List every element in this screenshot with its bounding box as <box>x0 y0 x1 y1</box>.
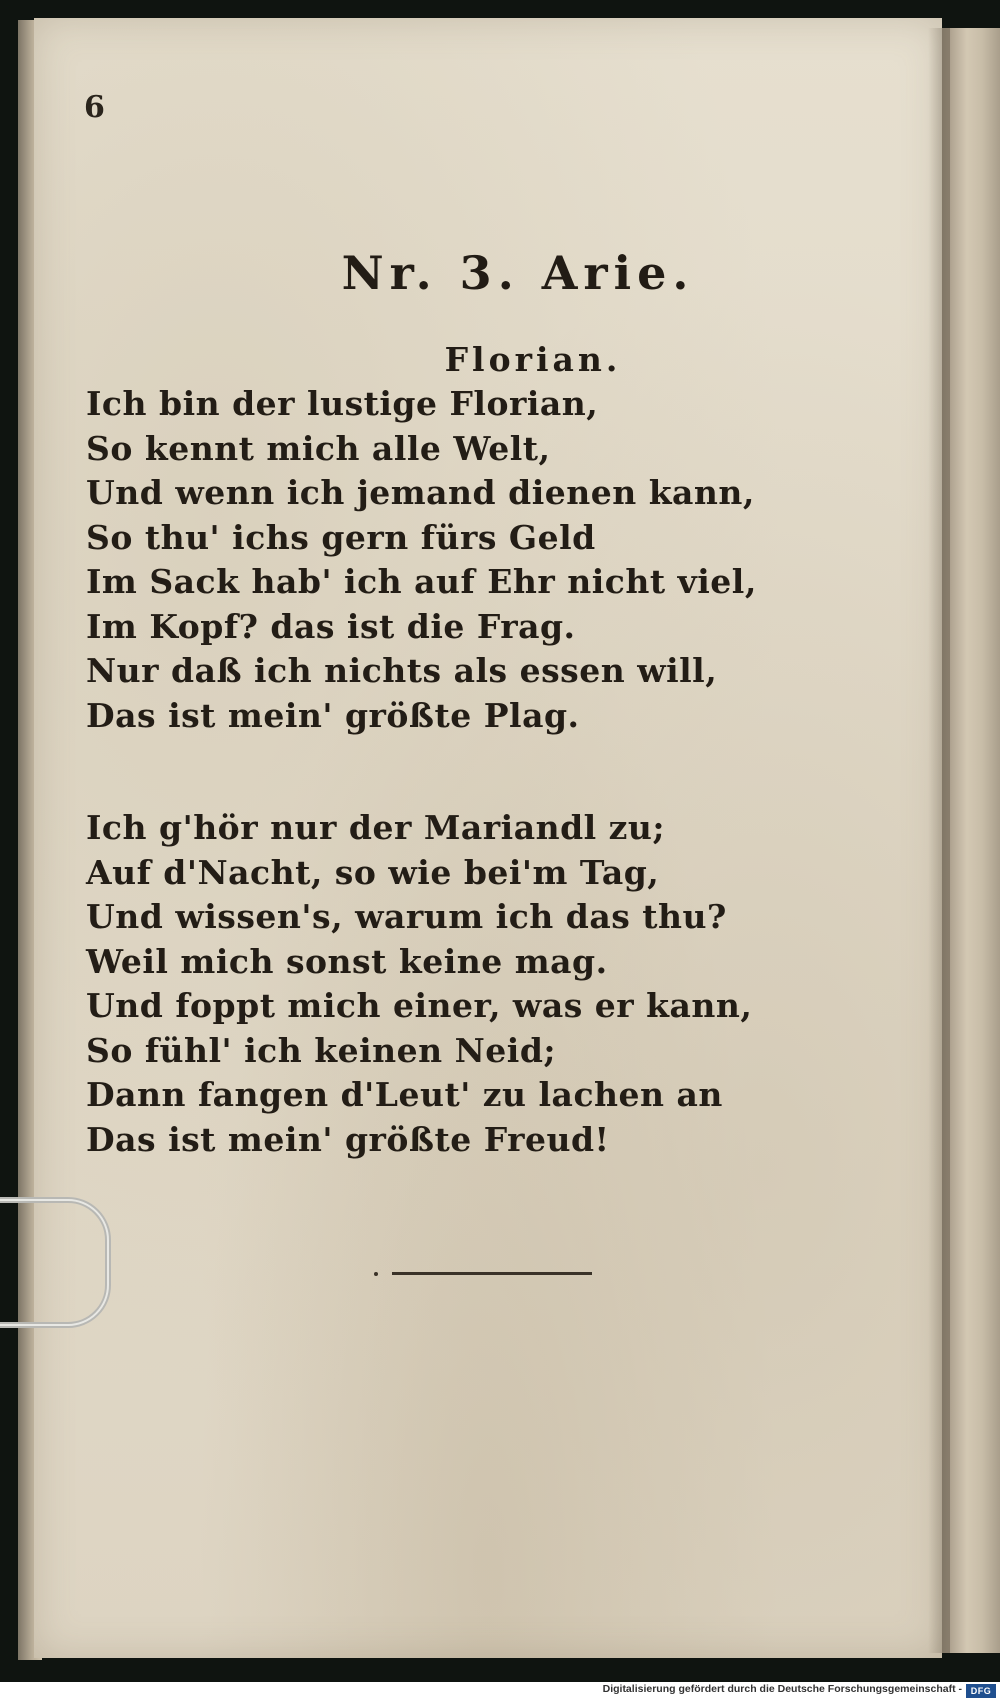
verse-line: Ich bin der lustige Florian, <box>86 384 599 423</box>
stanza-1 <box>86 382 757 738</box>
verse-line: Das ist mein' größte Plag. <box>86 695 580 735</box>
dfg-logo: DFG <box>966 1684 996 1698</box>
speaker-name: Florian. <box>444 340 622 379</box>
verse-line: Und wissen's, warum ich das thu? <box>86 897 727 936</box>
verse-line: Auf d'Nacht, so wie bei'm Tag, <box>86 852 660 892</box>
verse-line: Und foppt mich einer, was er kann, <box>86 986 753 1025</box>
verse-line: Nur daß ich nichts als essen will, <box>86 651 718 690</box>
section-divider <box>392 1272 592 1275</box>
divider-dot <box>374 1272 378 1276</box>
verse-line: So fühl' ich keinen Neid; <box>86 1030 557 1070</box>
verse-line: So kennt mich alle Welt, <box>86 428 551 468</box>
paper-clip-icon <box>0 1190 128 1340</box>
section-heading: Nr. 3. Arie. <box>341 246 695 300</box>
verse-line: Weil mich sonst keine mag. <box>86 941 608 981</box>
book-page <box>34 18 942 1658</box>
verse-line: Das ist mein' größte Freud! <box>86 1119 610 1159</box>
verse-line: Im Sack hab' ich auf Ehr nicht viel, <box>86 562 757 601</box>
verse-line: Dann fangen d'Leut' zu lachen an <box>86 1075 723 1114</box>
funding-attribution: Digitalisierung gefördert durch die Deutsche Forschungsgemeinschaft - <box>602 1683 962 1695</box>
stanza-2 <box>86 806 752 1162</box>
verse-line: Und wenn ich jemand dienen kann, <box>86 473 755 512</box>
verse-line: So thu' ichs gern fürs Geld <box>86 517 596 557</box>
verse-line: Im Kopf? das ist die Frag. <box>86 606 576 646</box>
page-number: 6 <box>84 90 105 125</box>
page-gutter-shadow <box>928 28 950 1653</box>
verse-line: Ich g'hör nur der Mariandl zu; <box>86 808 666 847</box>
